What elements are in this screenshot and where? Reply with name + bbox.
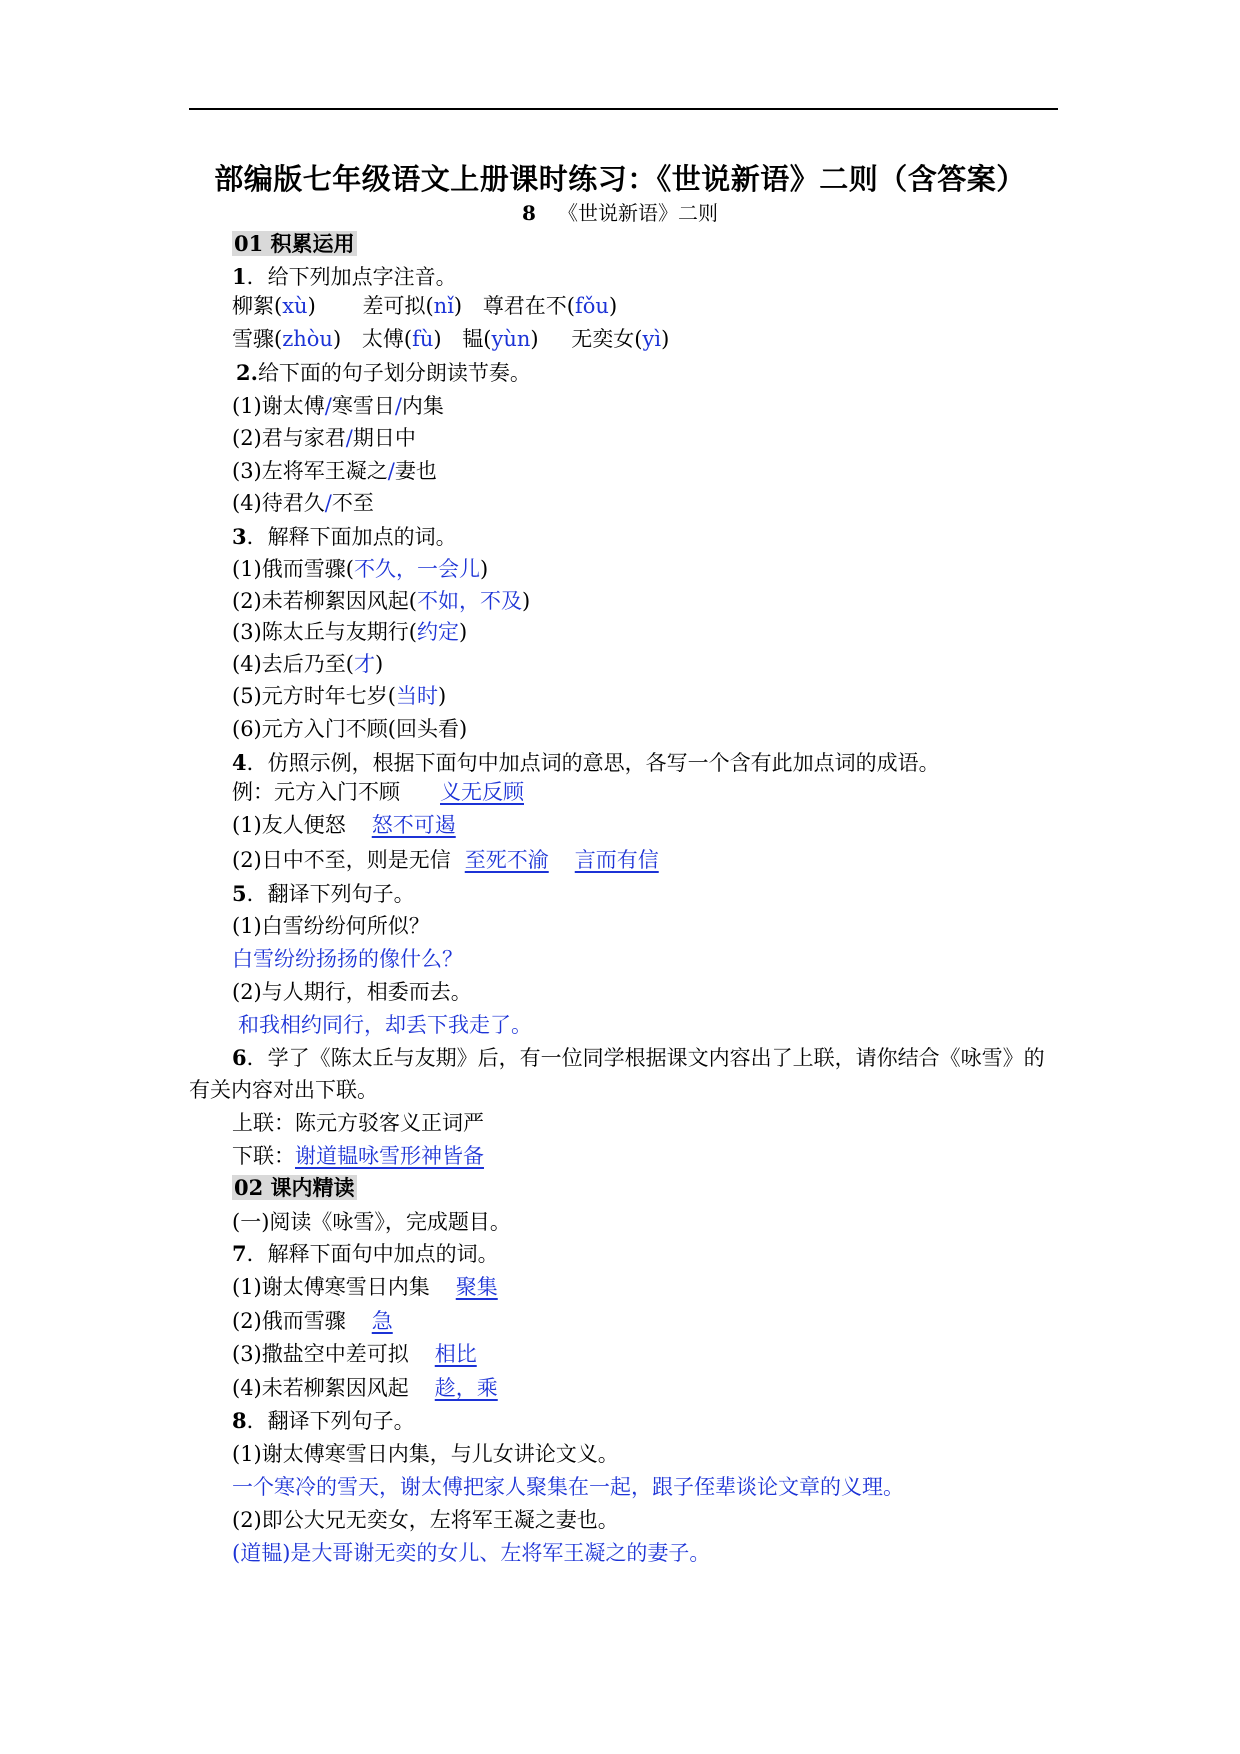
q3-item: (4)去后乃至(才) <box>232 652 384 676</box>
q8-answer: (道韫)是大哥谢无奕的女儿、左将军王凝之的妻子。 <box>232 1541 711 1565</box>
q2-item: (2)君与家君/期日中 <box>232 426 416 450</box>
q3-prompt: 3．解释下面加点的词。 <box>232 524 457 549</box>
q4-example: 例：元方入门不顾 义无反顾 <box>232 780 524 804</box>
q5-answer: 和我相约同行，却丢下我走了。 <box>238 1013 532 1037</box>
q5-question: (1)白雪纷纷何所似？ <box>232 914 430 938</box>
q6-upper-couplet: 上联：陈元方驳客义正词严 <box>232 1111 484 1135</box>
q1-row-1: 柳絮(xù) 差可拟(nǐ) 尊君在不(fǒu) <box>232 294 618 318</box>
q6-lower-couplet: 下联：谢道韫咏雪形神皆备 <box>232 1144 484 1168</box>
q3-item: (1)俄而雪骤(不久，一会儿) <box>232 557 489 581</box>
q2-prompt: 2.给下面的句子划分朗读节奏。 <box>236 360 531 385</box>
q8-question: (2)即公大兄无奕女，左将军王凝之妻也。 <box>232 1508 619 1532</box>
q6-prompt: 6．学了《陈太丘与友期》后，有一位同学根据课文内容出了上联，请你结合《咏雪》的 <box>232 1045 1045 1070</box>
q2-item: (3)左将军王凝之/妻也 <box>232 459 437 483</box>
q4-prompt: 4．仿照示例，根据下面句中加点词的意思，各写一个含有此加点词的成语。 <box>232 750 940 775</box>
document-title: 部编版七年级语文上册课时练习：《世说新语》二则（含答案） <box>214 162 1026 196</box>
lesson-title: 《世说新语》二则 <box>557 201 718 225</box>
q2-item: (4)待君久/不至 <box>232 491 374 515</box>
q3-item: (2)未若柳絮因风起(不如，不及) <box>232 589 531 613</box>
q5-question: (2)与人期行，相委而去。 <box>232 980 472 1004</box>
q7-item: (2)俄而雪骤 急 <box>232 1309 393 1333</box>
q1-prompt: 1．给下列加点字注音。 <box>232 264 457 289</box>
section-header-02: 02 课内精读 <box>234 1175 355 1200</box>
reading-intro: (一)阅读《咏雪》，完成题目。 <box>232 1210 511 1234</box>
top-rule <box>189 108 1058 110</box>
q4-item: (1)友人便怒 怒不可遏 <box>232 813 456 837</box>
q8-prompt: 8．翻译下列句子。 <box>232 1408 415 1433</box>
q2-item: (1)谢太傅/寒雪日/内集 <box>232 394 444 418</box>
q7-item: (1)谢太傅寒雪日内集 聚集 <box>232 1275 498 1299</box>
q3-item: (5)元方时年七岁(当时) <box>232 684 447 708</box>
q7-item: (3)撒盐空中差可拟 相比 <box>232 1342 477 1366</box>
q8-question: (1)谢太傅寒雪日内集，与儿女讲论文义。 <box>232 1442 619 1466</box>
q3-item: (3)陈太丘与友期行(约定) <box>232 620 468 644</box>
q5-prompt: 5．翻译下列句子。 <box>232 881 415 906</box>
q6-prompt-cont: 有关内容对出下联。 <box>189 1078 378 1102</box>
q7-prompt: 7．解释下面句中加点的词。 <box>232 1241 499 1266</box>
q1-row-2: 雪骤(zhòu) 太傅(fù) 韫(yùn) 无奕女(yì) <box>232 327 670 351</box>
q8-answer: 一个寒冷的雪天，谢太傅把家人聚集在一起，跟子侄辈谈论文章的义理。 <box>232 1475 904 1499</box>
q7-item: (4)未若柳絮因风起 趁，乘 <box>232 1376 498 1400</box>
lesson-subtitle <box>0 197 1240 226</box>
q3-item: (6)元方入门不顾(回头看) <box>232 717 468 741</box>
section-header-01: 01 积累运用 <box>234 231 355 256</box>
q5-answer: 白雪纷纷扬扬的像什么？ <box>232 947 463 971</box>
lesson-number: 8 <box>522 201 536 225</box>
q4-item: (2)日中不至，则是无信 至死不渝 言而有信 <box>232 848 659 872</box>
